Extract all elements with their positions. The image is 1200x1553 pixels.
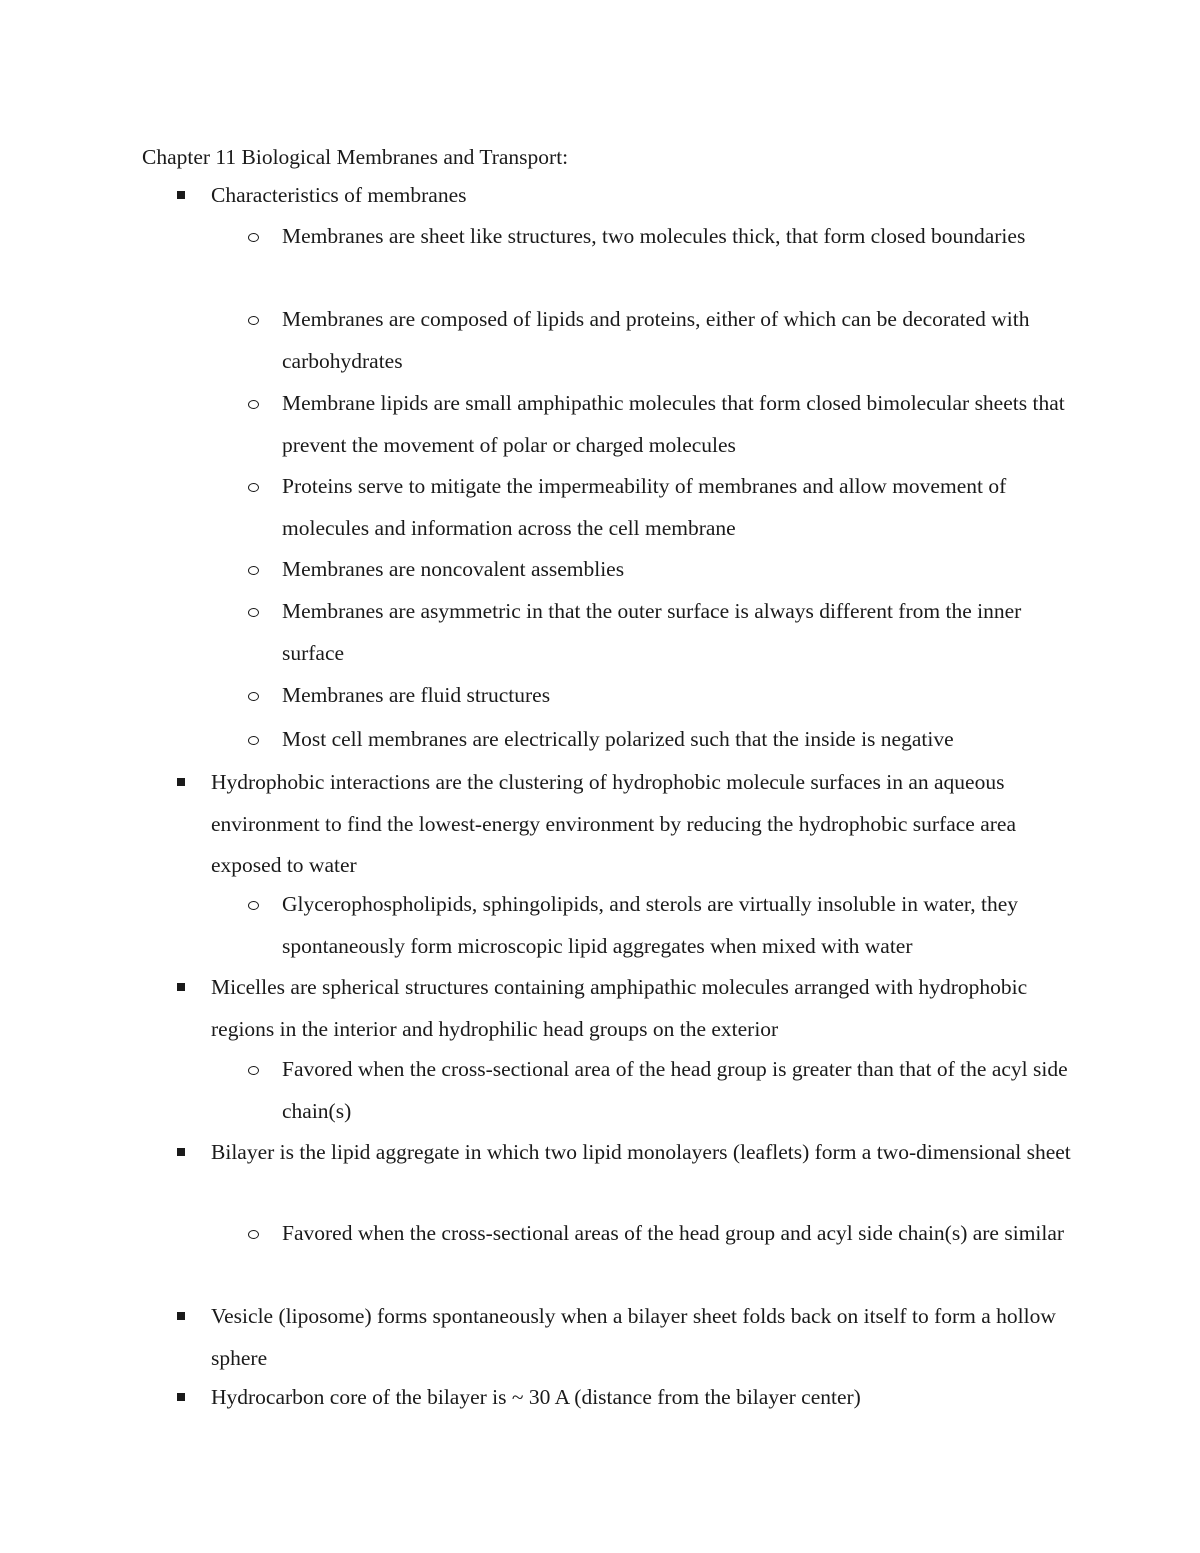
sub-list-item bbox=[282, 1213, 1082, 1255]
circle-bullet-icon bbox=[248, 1066, 259, 1075]
list-item-text: Glycerophospholipids, sphingolipids, and sterols are virtually insoluble in water, they spontaneously form microscopic lipid aggregates when mixed with water bbox=[282, 892, 1018, 958]
square-bullet-icon bbox=[177, 1312, 185, 1320]
sub-list-item bbox=[282, 1049, 1082, 1132]
list-item-text: Characteristics of membranes bbox=[211, 183, 467, 207]
sub-list-item bbox=[282, 216, 1082, 258]
list-item-text: Proteins serve to mitigate the impermeability of membranes and allow movement of molecules and information across the cell membrane bbox=[282, 474, 1007, 540]
square-bullet-icon bbox=[177, 1148, 185, 1156]
circle-bullet-icon bbox=[248, 400, 259, 409]
list-item-text: Membrane lipids are small amphipathic molecules that form closed bimolecular sheets that prevent the movement of polar or charged molecules bbox=[282, 391, 1065, 457]
sub-list-item bbox=[282, 591, 1082, 674]
list-item bbox=[211, 1377, 1081, 1419]
list-item bbox=[211, 762, 1081, 887]
sub-list-item bbox=[282, 299, 1082, 382]
sub-list-item bbox=[282, 383, 1082, 466]
list-item-text: Membranes are composed of lipids and proteins, either of which can be decorated with carbohydrates bbox=[282, 307, 1030, 373]
circle-bullet-icon bbox=[248, 1230, 259, 1239]
square-bullet-icon bbox=[177, 191, 185, 199]
circle-bullet-icon bbox=[248, 316, 259, 325]
list-item-text: Membranes are fluid structures bbox=[282, 683, 551, 707]
list-item bbox=[211, 967, 1081, 1050]
circle-bullet-icon bbox=[248, 233, 259, 242]
list-item-text: Hydrocarbon core of the bilayer is ~ 30 A (distance from the bilayer center) bbox=[211, 1385, 861, 1409]
sub-list-item bbox=[282, 466, 1082, 549]
circle-bullet-icon bbox=[248, 608, 259, 617]
square-bullet-icon bbox=[177, 983, 185, 991]
list-item-text: Micelles are spherical structures containing amphipathic molecules arranged with hydrophobic regions in the interior and hydrophilic head groups on the exterior bbox=[211, 975, 1028, 1041]
list-item-text: Membranes are noncovalent assemblies bbox=[282, 557, 625, 581]
sub-list-item bbox=[282, 884, 1082, 967]
list-item bbox=[211, 1296, 1081, 1379]
list-item bbox=[211, 175, 1081, 217]
list-item-text: Most cell membranes are electrically polarized such that the inside is negative bbox=[282, 727, 954, 751]
circle-bullet-icon bbox=[248, 692, 259, 701]
list-item-text: Membranes are sheet like structures, two molecules thick, that form closed boundaries bbox=[282, 224, 1026, 248]
page-title: Chapter 11 Biological Membranes and Transport: bbox=[142, 145, 569, 169]
circle-bullet-icon bbox=[248, 901, 259, 910]
square-bullet-icon bbox=[177, 1393, 185, 1401]
circle-bullet-icon bbox=[248, 566, 259, 575]
list-item-text: Favored when the cross-sectional areas of the head group and acyl side chain(s) are similar bbox=[282, 1221, 1065, 1245]
sub-list-item bbox=[282, 549, 1082, 591]
circle-bullet-icon bbox=[248, 736, 259, 745]
square-bullet-icon bbox=[177, 778, 185, 786]
sub-list-item bbox=[282, 719, 1082, 761]
circle-bullet-icon bbox=[248, 483, 259, 492]
list-item bbox=[211, 1132, 1081, 1174]
list-item-text: Vesicle (liposome) forms spontaneously when a bilayer sheet folds back on itself to form a hollow sphere bbox=[211, 1304, 1056, 1370]
sub-list-item bbox=[282, 675, 1082, 717]
list-item-text: Favored when the cross-sectional area of the head group is greater than that of the acyl side chain(s) bbox=[282, 1057, 1068, 1123]
list-item-text: Membranes are asymmetric in that the outer surface is always different from the inner surface bbox=[282, 599, 1022, 665]
list-item-text: Bilayer is the lipid aggregate in which two lipid monolayers (leaflets) form a two-dimensional sheet bbox=[211, 1140, 1071, 1164]
list-item-text: Hydrophobic interactions are the clustering of hydrophobic molecule surfaces in an aqueous environment to find the lowest-energy environment by reducing the hydrophobic surface area exposed to water bbox=[211, 770, 1016, 877]
